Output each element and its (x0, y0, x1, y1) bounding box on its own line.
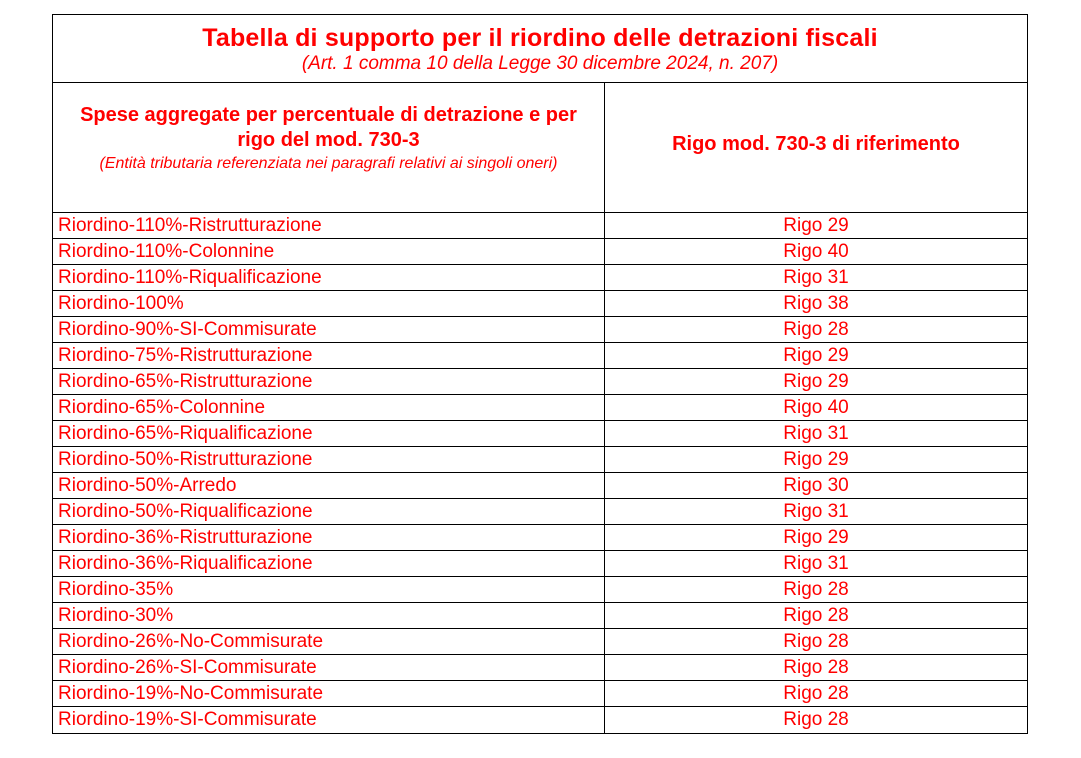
table-row (53, 317, 1027, 343)
expense-category-cell: Riordino-65%-Riqualificazione (53, 421, 605, 446)
table-row (53, 473, 1027, 499)
rigo-reference-cell: Rigo 38 (783, 293, 849, 314)
expense-category-cell: Riordino-110%-Ristrutturazione (53, 213, 605, 238)
expense-category-cell: Riordino-65%-Ristrutturazione (53, 369, 605, 394)
table-title-block (53, 15, 1027, 83)
expense-category-cell: Riordino-36%-Ristrutturazione (53, 525, 605, 550)
expense-category-cell: Riordino-26%-SI-Commisurate (53, 655, 605, 680)
expense-category-cell: Riordino-50%-Arredo (53, 473, 605, 498)
table-row (53, 603, 1027, 629)
column-header-expenses-note: (Entità tributaria referenziata nei paragrafi relativi ai singoli oneri) (99, 155, 558, 172)
table-row (53, 213, 1027, 239)
rigo-reference-cell: Rigo 28 (783, 631, 849, 652)
table-row (53, 447, 1027, 473)
table-row (53, 343, 1027, 369)
rigo-reference-cell: Rigo 29 (783, 345, 849, 366)
table-row (53, 655, 1027, 681)
table-row (53, 577, 1027, 603)
rigo-reference-cell: Rigo 31 (783, 423, 849, 444)
expense-category-cell: Riordino-26%-No-Commisurate (53, 629, 605, 654)
table-row (53, 265, 1027, 291)
column-header-rigo: Rigo mod. 730-3 di riferimento (672, 133, 960, 155)
table-row (53, 707, 1027, 733)
rigo-reference-cell: Rigo 31 (783, 553, 849, 574)
table-row (53, 395, 1027, 421)
table-row (53, 421, 1027, 447)
rigo-reference-cell: Rigo 28 (783, 657, 849, 678)
rigo-reference-cell: Rigo 29 (783, 215, 849, 236)
table-row (53, 629, 1027, 655)
column-header-expenses (53, 83, 605, 212)
table-row (53, 525, 1027, 551)
table-row (53, 681, 1027, 707)
expense-category-cell: Riordino-35% (53, 577, 605, 602)
expense-category-cell: Riordino-110%-Colonnine (53, 239, 605, 264)
table-row (53, 291, 1027, 317)
rigo-reference-cell: Rigo 40 (783, 241, 849, 262)
rigo-reference-cell: Rigo 28 (783, 579, 849, 600)
expense-category-cell: Riordino-100% (53, 291, 605, 316)
table-row (53, 551, 1027, 577)
rigo-reference-cell: Rigo 28 (783, 319, 849, 340)
support-table (52, 14, 1028, 734)
table-row (53, 239, 1027, 265)
expense-category-cell: Riordino-19%-No-Commisurate (53, 681, 605, 706)
table-subtitle: (Art. 1 comma 10 della Legge 30 dicembre 2024, n. 207) (301, 53, 779, 74)
rigo-reference-cell: Rigo 29 (783, 371, 849, 392)
rigo-reference-cell: Rigo 30 (783, 475, 849, 496)
expense-category-cell: Riordino-65%-Colonnine (53, 395, 605, 420)
column-header-expenses-title: Spese aggregate per percentuale di detrazione e per rigo del mod. 730-3 (80, 104, 577, 151)
rigo-reference-cell: Rigo 28 (783, 709, 849, 730)
expense-category-cell: Riordino-75%-Ristrutturazione (53, 343, 605, 368)
rigo-reference-cell: Rigo 28 (783, 605, 849, 626)
expense-category-cell: Riordino-50%-Ristrutturazione (53, 447, 605, 472)
rigo-reference-cell: Rigo 29 (783, 527, 849, 548)
expense-category-cell: Riordino-30% (53, 603, 605, 628)
table-row (53, 369, 1027, 395)
expense-category-cell: Riordino-19%-SI-Commisurate (53, 707, 605, 733)
expense-category-cell: Riordino-110%-Riqualificazione (53, 265, 605, 290)
expense-category-cell: Riordino-50%-Riqualificazione (53, 499, 605, 524)
expense-category-cell: Riordino-90%-SI-Commisurate (53, 317, 605, 342)
rigo-reference-cell: Rigo 40 (783, 397, 849, 418)
table-row (53, 499, 1027, 525)
rigo-reference-cell: Rigo 31 (783, 267, 849, 288)
table-body (53, 213, 1027, 733)
expense-category-cell: Riordino-36%-Riqualificazione (53, 551, 605, 576)
rigo-reference-cell: Rigo 28 (783, 683, 849, 704)
column-header-row (53, 83, 1027, 213)
table-title: Tabella di supporto per il riordino delle detrazioni fiscali (202, 24, 878, 52)
rigo-reference-cell: Rigo 29 (783, 449, 849, 470)
rigo-reference-cell: Rigo 31 (783, 501, 849, 522)
